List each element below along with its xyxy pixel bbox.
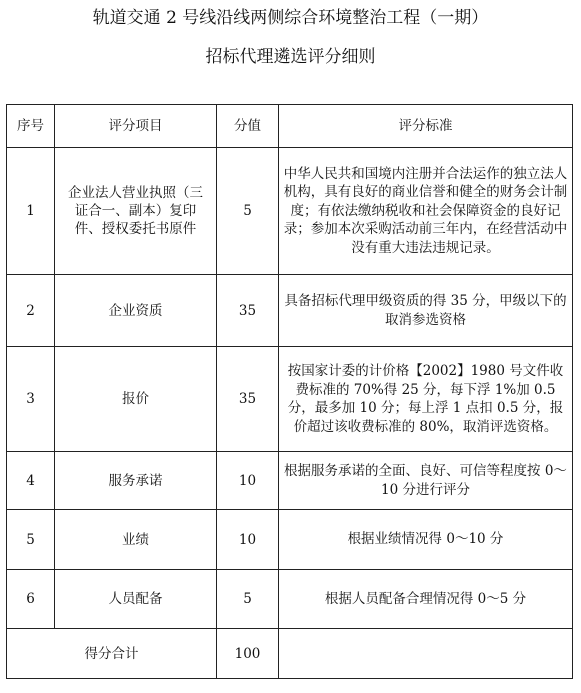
row-seq: 5	[7, 510, 55, 570]
row-score: 5	[217, 570, 279, 629]
row-item: 报价	[55, 347, 217, 452]
row-score: 35	[217, 347, 279, 452]
table-row	[7, 275, 573, 347]
total-criteria-empty	[279, 629, 573, 679]
row-criteria: 根据业绩情况得 0～10 分	[279, 510, 573, 570]
row-score: 5	[217, 148, 279, 275]
row-seq: 2	[7, 275, 55, 347]
row-item: 人员配备	[55, 570, 217, 629]
table-row	[7, 452, 573, 510]
row-seq: 3	[7, 347, 55, 452]
row-criteria: 中华人民共和国境内注册并合法运作的独立法人机构，具有良好的商业信誉和健全的财务会计制度；有依法缴纳税收和社会保障资金的良好记录；参加本次采购活动前三年内，在经营活动中没有重大违法违规记录。	[279, 148, 573, 275]
header-criteria: 评分标准	[279, 105, 573, 148]
row-item: 业绩	[55, 510, 217, 570]
table-row	[7, 510, 573, 570]
header-score: 分值	[217, 105, 279, 148]
row-criteria: 具备招标代理甲级资质的得 35 分，甲级以下的取消参选资格	[279, 275, 573, 347]
row-criteria: 根据服务承诺的全面、良好、可信等程度按 0～10 分进行评分	[279, 452, 573, 510]
row-seq: 6	[7, 570, 55, 629]
row-item: 服务承诺	[55, 452, 217, 510]
row-score: 35	[217, 275, 279, 347]
header-seq: 序号	[7, 105, 55, 148]
document-subtitle: 招标代理遴选评分细则	[205, 47, 376, 67]
row-seq: 4	[7, 452, 55, 510]
total-label: 得分合计	[7, 629, 217, 679]
header-item: 评分项目	[55, 105, 217, 148]
row-seq: 1	[7, 148, 55, 275]
table-row	[7, 148, 573, 275]
row-criteria: 按国家计委的计价格【2002】1980 号文件收费标准的 70%得 25 分，每下浮 1%加 0.5 分，最多加 10 分；每上浮 1 点扣 0.5 分，报价超过该收费标准的 80%，取消评选资格。	[279, 347, 573, 452]
row-score: 10	[217, 452, 279, 510]
table-row	[7, 570, 573, 629]
scoring-table	[6, 104, 573, 679]
row-score: 10	[217, 510, 279, 570]
row-item: 企业资质	[55, 275, 217, 347]
table-row	[7, 347, 573, 452]
total-value: 100	[217, 629, 279, 679]
row-item: 企业法人营业执照（三证合一、副本）复印件、授权委托书原件	[55, 148, 217, 275]
table-total-row	[7, 629, 573, 679]
document-title: 轨道交通 2 号线沿线两侧综合环境整治工程（一期）	[92, 8, 489, 28]
table-header-row	[7, 105, 573, 148]
row-criteria: 根据人员配备合理情况得 0～5 分	[279, 570, 573, 629]
